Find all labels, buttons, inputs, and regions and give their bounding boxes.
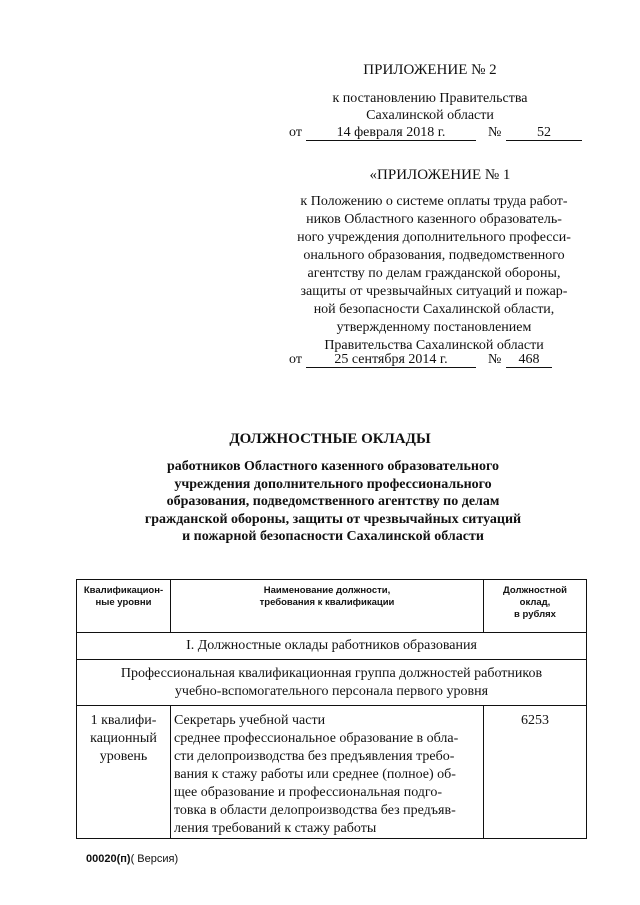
number-underline: [506, 139, 582, 141]
row-level: 1 квалифи- кационный уровень: [77, 706, 171, 839]
regulation-line: онального образования, подведомственного: [303, 248, 565, 263]
regulation-number: 468: [518, 352, 540, 367]
regulation-line: ной безопасности Сахалинской области,: [313, 302, 555, 317]
regulation-line: Правительства Сахалинской области: [324, 338, 544, 353]
regulation-number-label: №: [488, 352, 502, 367]
number-label: №: [488, 125, 502, 140]
header-salary: Должностной оклад, в рублях: [484, 580, 587, 633]
row-salary: 6253: [484, 706, 587, 839]
regulation-line: утвержденному постановлением: [336, 320, 532, 335]
subtitle-line: образования, подведомственного агентству по делам: [166, 494, 500, 509]
regulation-number-underline: [506, 366, 552, 368]
table-row: [77, 706, 587, 839]
resolution-line-2: Сахалинской области: [366, 108, 494, 123]
salary-table: [76, 579, 587, 839]
regulation-line: к Положению о системе оплаты труда работ-: [300, 194, 568, 209]
regulation-date: 25 сентября 2014 г.: [334, 352, 448, 367]
regulation-line: агентству по делам гражданской обороны,: [307, 266, 561, 281]
group-title: Профессиональная квалификационная группа должностей работников учебно-вспомогательного персонала первого уровня: [77, 660, 587, 706]
from-label: от: [289, 125, 302, 140]
header-position: Наименование должности, требования к квалификации: [171, 580, 484, 633]
header-level: Квалификацион- ные уровни: [77, 580, 171, 633]
footer-code: 00020(п): [86, 853, 131, 865]
appendix-1-title: «ПРИЛОЖЕНИЕ № 1: [369, 167, 511, 183]
table-header-row: [77, 580, 587, 633]
regulation-line: ников Областного казенного образователь-: [306, 212, 562, 227]
row-position: Секретарь учебной части среднее профессиональное образование в обла- сти делопроизводства без предъявления требо- вания к стажу работы или среднее (полное) об- щее образование и профессиональная подго- товка в области делопроизводства без предъяв- ления требований к стажу работы: [171, 706, 484, 839]
group-row: [77, 660, 587, 706]
subtitle-line: учреждения дополнительного профессионального: [174, 476, 492, 492]
regulation-from-label: от: [289, 352, 302, 367]
section-row: [77, 633, 587, 660]
regulation-date-underline: [306, 366, 476, 368]
regulation-text: [286, 193, 582, 355]
document-title: ДОЛЖНОСТНЫЕ ОКЛАДЫ: [229, 431, 431, 447]
subtitle-line: гражданской обороны, защиты от чрезвычайных ситуаций: [144, 511, 522, 527]
subtitle-line: работников Областного казенного образовательного: [166, 459, 500, 474]
resolution-line-1: к постановлению Правительства: [332, 91, 528, 106]
appendix-2-title: ПРИЛОЖЕНИЕ № 2: [363, 62, 497, 78]
regulation-line: защиты от чрезвычайных ситуаций и пожар-: [300, 284, 568, 299]
resolution-date: 14 февраля 2018 г.: [336, 125, 446, 140]
resolution-number: 52: [537, 125, 551, 140]
regulation-line: ного учреждения дополнительного професси-: [297, 230, 571, 245]
subtitle-line: и пожарной безопасности Сахалинской области: [182, 529, 484, 544]
section-title: I. Должностные оклады работников образования: [77, 633, 587, 660]
footer-version: ( Версия): [130, 853, 179, 865]
footer: [86, 853, 178, 865]
document-subtitle: [100, 458, 566, 546]
date-underline: [306, 139, 476, 141]
